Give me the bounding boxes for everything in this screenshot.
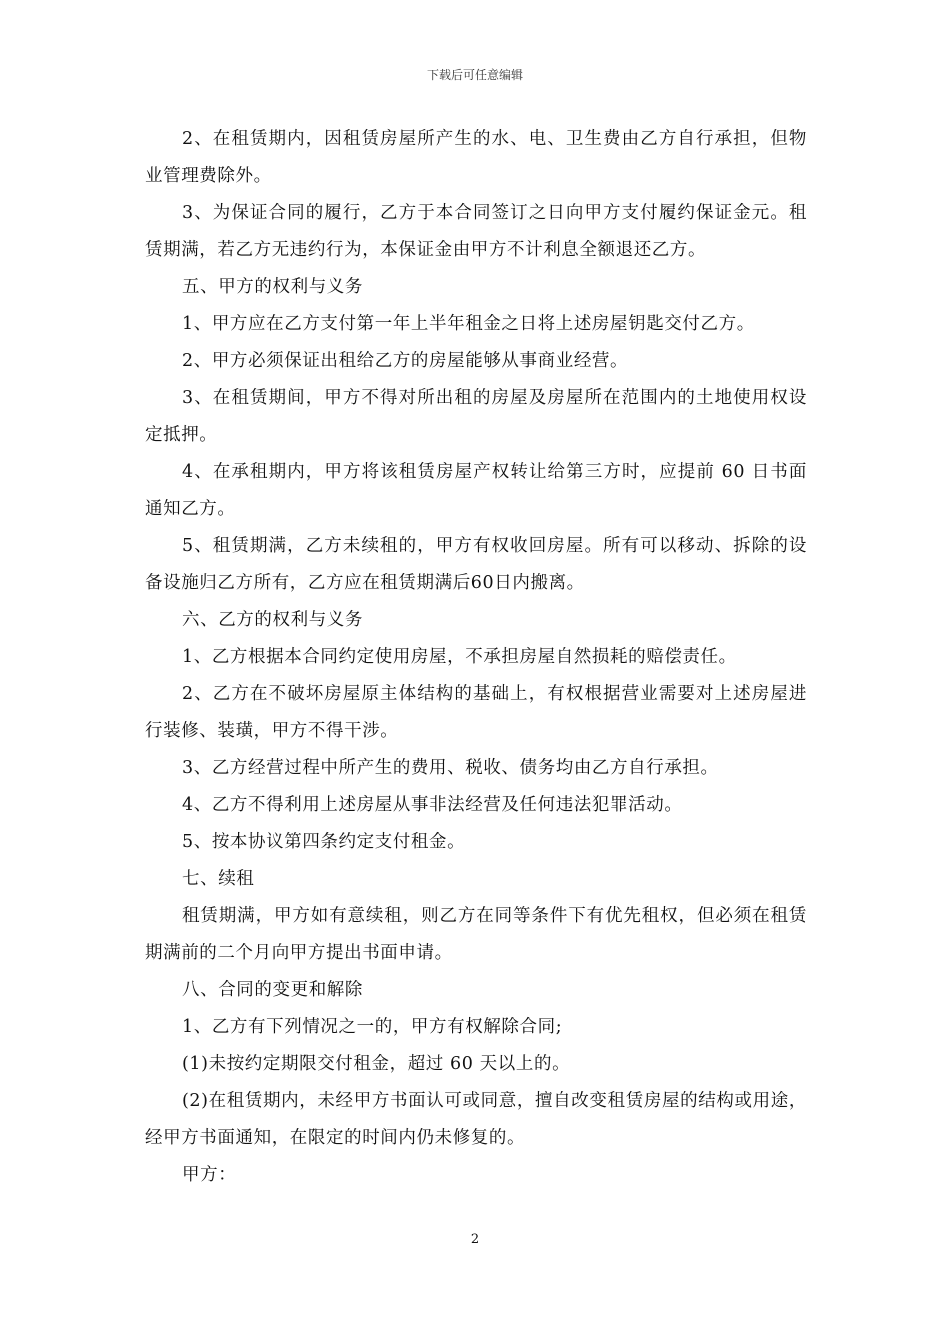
clause-4-2: 2、在租赁期内，因租赁房屋所产生的水、电、卫生费由乙方自行承担，但物业管理费除外。 bbox=[145, 129, 807, 186]
clause-6-3: 3、乙方经营过程中所产生的费用、税收、债务均由乙方自行承担。 bbox=[182, 758, 719, 778]
clause-5-2: 2、甲方必须保证出租给乙方的房屋能够从事商业经营。 bbox=[182, 351, 629, 371]
clause-6-1: 1、乙方根据本合同约定使用房屋，不承担房屋自然损耗的赔偿责任。 bbox=[182, 647, 737, 667]
section-heading-6: 六、乙方的权利与义务 bbox=[182, 610, 363, 630]
clause-5-1: 1、甲方应在乙方支付第一年上半年租金之日将上述房屋钥匙交付乙方。 bbox=[182, 314, 755, 334]
clause-7-body: 租赁期满，甲方如有意续租，则乙方在同等条件下有优先租权，但必须在租赁期满前的二个月向甲方提出书面申请。 bbox=[145, 906, 807, 963]
clause-6-4: 4、乙方不得利用上述房屋从事非法经营及任何违法犯罪活动。 bbox=[182, 795, 683, 815]
clause-5-3: 3、在租赁期间，甲方不得对所出租的房屋及房屋所在范围内的土地使用权设定抵押。 bbox=[145, 388, 807, 445]
clause-6-5: 5、按本协议第四条约定支付租金。 bbox=[182, 832, 466, 852]
section-heading-7: 七、续租 bbox=[182, 869, 255, 889]
clause-8-1-item-1: (1)未按约定期限交付租金，超过 60 天以上的。 bbox=[182, 1054, 571, 1074]
clause-4-3: 3、为保证合同的履行，乙方于本合同签订之日向甲方支付履约保证金元。租赁期满，若乙方无违约行为，本保证金由甲方不计利息全额退还乙方。 bbox=[145, 203, 807, 260]
section-heading-8: 八、合同的变更和解除 bbox=[182, 980, 363, 1000]
page-header-note: 下载后可任意编辑 bbox=[426, 68, 523, 82]
section-heading-5: 五、甲方的权利与义务 bbox=[182, 277, 363, 297]
signature-party-a: 甲方： bbox=[182, 1165, 237, 1185]
clause-6-2: 2、乙方在不破坏房屋原主体结构的基础上，有权根据营业需要对上述房屋进行装修、装璜，甲方不得干涉。 bbox=[145, 684, 807, 741]
clause-8-1: 1、乙方有下列情况之一的，甲方有权解除合同; bbox=[182, 1017, 563, 1037]
clause-5-5: 5、租赁期满，乙方未续租的，甲方有权收回房屋。所有可以移动、拆除的设备设施归乙方所有，乙方应在租赁期满后60日内搬离。 bbox=[145, 536, 807, 593]
page-number: 2 bbox=[470, 1232, 480, 1247]
clause-5-4: 4、在承租期内，甲方将该租赁房屋产权转让给第三方时，应提前 60 日书面通知乙方。 bbox=[145, 462, 807, 519]
clause-8-1-item-2: (2)在租赁期内，未经甲方书面认可或同意，擅自改变租赁房屋的结构或用途，经甲方书面通知，在限定的时间内仍未修复的。 bbox=[145, 1091, 807, 1148]
document-body bbox=[145, 121, 807, 1194]
